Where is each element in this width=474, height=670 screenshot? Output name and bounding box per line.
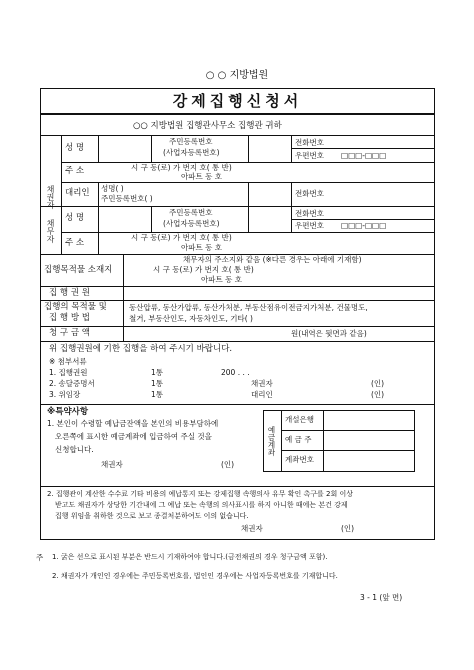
special-item2-signer: 채권자 [241, 524, 263, 533]
creditor-zip-value[interactable]: □□□-□□□ [341, 151, 387, 160]
form-title: 강제집행신청서 [40, 88, 435, 114]
row-line [41, 486, 434, 487]
col-line [61, 135, 62, 254]
col-line [151, 135, 152, 162]
col-line [98, 206, 99, 254]
attachment-1-label: 1. 집행권원 [49, 368, 88, 377]
target-location-note: 채무자의 주소지와 같음 (※다른 경우는 아래에 기재함) [183, 255, 362, 264]
col-line [123, 254, 124, 341]
row-line [291, 148, 434, 149]
attachment-3-count: 1통 [151, 390, 164, 399]
account-col-line [323, 410, 324, 471]
creditor-zip-label: 우편번호 [295, 151, 324, 160]
purpose-line2[interactable]: 철거, 부동산인도, 자동차인도, 기타( ) [129, 314, 253, 323]
debtor-name-label: 성 명 [65, 213, 85, 223]
attachment-2-signer: 채권자 [251, 379, 273, 388]
special-item2-line2: 받고도 채권자가 상당한 기간내에 그 예납 또는 속행의 의사표시를 하지 아니한 때에는 본건 강제 [55, 501, 348, 509]
col-line [248, 135, 249, 162]
title-of-execution-label: 집 행 권 원 [49, 288, 90, 298]
attachment-2-seal: (인) [371, 379, 385, 388]
creditor-agent-label: 대리인 [65, 188, 90, 198]
account-bank-label: 개설은행 [285, 415, 314, 424]
attachments-header: ※ 첨부서류 [49, 357, 87, 366]
claim-value[interactable]: 원(내역은 뒷면과 같음) [291, 329, 367, 338]
purpose-label-line1: 집행의 목적물 및 [44, 302, 107, 312]
debtor-zip-label: 우편번호 [295, 221, 324, 230]
col-line [248, 206, 249, 232]
row-line [41, 326, 434, 327]
notes-line1: 1. 굵은 선으로 표시된 부분은 반드시 기재하여야 합니다.(금전채권의 경우 청구금액 포함). [52, 553, 328, 561]
col-line [151, 206, 152, 232]
target-location-label: 집행목적물 소재지 [44, 265, 113, 275]
court-header: ○ ○ 지방법원 [205, 70, 269, 81]
row-line [41, 286, 434, 287]
target-location-line2[interactable]: 아파트 동 호 [201, 275, 242, 284]
creditor-address-line2[interactable]: 아파트 동 호 [181, 172, 222, 181]
creditor-address-line1[interactable]: 시 구 동(로) 가 번지 호( 통 반) [131, 163, 232, 172]
account-side-label: 예금계좌 [267, 426, 276, 456]
debtor-address-line2[interactable]: 아파트 동 호 [181, 243, 222, 252]
row-line [41, 300, 434, 301]
debtor-address-line1[interactable]: 시 구 동(로) 가 번지 호( 통 반) [131, 233, 232, 242]
creditor-name-label: 성 명 [65, 143, 85, 153]
special-item1-line2: 오른쪽에 표시한 예금계좌에 입금하여 주실 것을 [55, 432, 212, 441]
notes-marker: 주 [36, 553, 44, 562]
creditor-phone-label: 전화번호 [295, 138, 324, 147]
special-item2-seal: (인) [341, 524, 355, 533]
purpose-label-line2: 집 행 방 법 [49, 313, 90, 323]
attachment-1-date[interactable]: 200 . . . [221, 368, 250, 377]
account-row-line [281, 430, 414, 431]
creditor-bizno-label: (사업자등록번호) [163, 148, 220, 157]
special-header: ※특약사항 [47, 407, 89, 417]
col-line [98, 182, 99, 206]
debtor-bizno-label: (사업자등록번호) [163, 219, 220, 228]
attachment-2-count: 1통 [151, 379, 164, 388]
attachment-3-signer: 대리인 [251, 390, 273, 399]
addressee: ○○ 지방법원 집행관사무소 집행관 귀하 [133, 121, 282, 131]
debtor-address-label: 주 소 [65, 238, 85, 248]
attachment-2-label: 2. 송달증명서 [49, 379, 95, 388]
creditor-agent-rrn[interactable]: 주민등록번호( ) [101, 194, 153, 203]
attachment-1-count: 1통 [151, 368, 164, 377]
creditor-agent-phone-label: 전화번호 [295, 189, 324, 198]
debtor-label: 채무자 [46, 218, 55, 243]
account-number-label: 계좌번호 [285, 455, 314, 464]
col-line [248, 182, 249, 206]
request-text: 위 집행권원에 기한 집행을 하여 주시기 바랍니다. [49, 344, 233, 354]
row-line [41, 206, 434, 207]
page-number: 3 - 1 (앞 면) [360, 593, 403, 602]
creditor-rrn-label: 주민등록번호 [169, 137, 213, 146]
account-holder-label: 예 금 주 [285, 435, 312, 444]
special-item2-line1: 2. 집행관이 계산한 수수료 기타 비용의 예납통지 또는 강제집행 속행의사 유무 확인 촉구를 2회 이상 [47, 490, 354, 498]
row-line [291, 219, 434, 220]
notes-line2: 2. 채권자가 개인인 경우에는 주민등록번호를, 법인인 경우에는 사업자등록번호를 기재합니다. [52, 572, 338, 580]
col-line [98, 135, 99, 162]
form-table [40, 114, 435, 540]
special-item1-line1: 1. 본인이 수령할 예납금잔액을 본인의 비용부담하에 [47, 419, 219, 428]
account-row-line [281, 450, 414, 451]
special-item2-line3: 집행 위임을 취하한 것으로 보고 종결처분하여도 이의 없습니다. [55, 512, 249, 520]
special-item1-line3: 신청합니다. [55, 445, 94, 454]
attachment-3-label: 3. 위임장 [49, 390, 81, 399]
claim-label: 청 구 금 액 [49, 328, 90, 338]
creditor-agent-name[interactable]: 성명( ) [101, 184, 124, 193]
debtor-rrn-label: 주민등록번호 [169, 208, 213, 217]
row-line [41, 404, 434, 405]
col-line [291, 182, 292, 206]
creditor-address-label: 주 소 [65, 166, 85, 176]
debtor-phone-label: 전화번호 [295, 209, 324, 218]
row-line [61, 162, 434, 163]
account-col-line [281, 410, 282, 471]
attachment-3-seal: (인) [371, 390, 385, 399]
special-item1-seal: (인) [221, 460, 235, 469]
creditor-label: 채권자 [46, 185, 55, 209]
target-location-line1[interactable]: 시 구 동(로) 가 번지 호( 통 반) [153, 265, 254, 274]
row-line [41, 341, 434, 342]
purpose-line1[interactable]: 동산압류, 동산가압류, 동산가처분, 부동산점유이전금지가처분, 건물명도, [129, 303, 368, 312]
row-line [41, 135, 434, 136]
debtor-zip-value[interactable]: □□□-□□□ [341, 221, 387, 230]
row-line [61, 232, 434, 233]
special-item1-signer: 채권자 [101, 460, 123, 469]
